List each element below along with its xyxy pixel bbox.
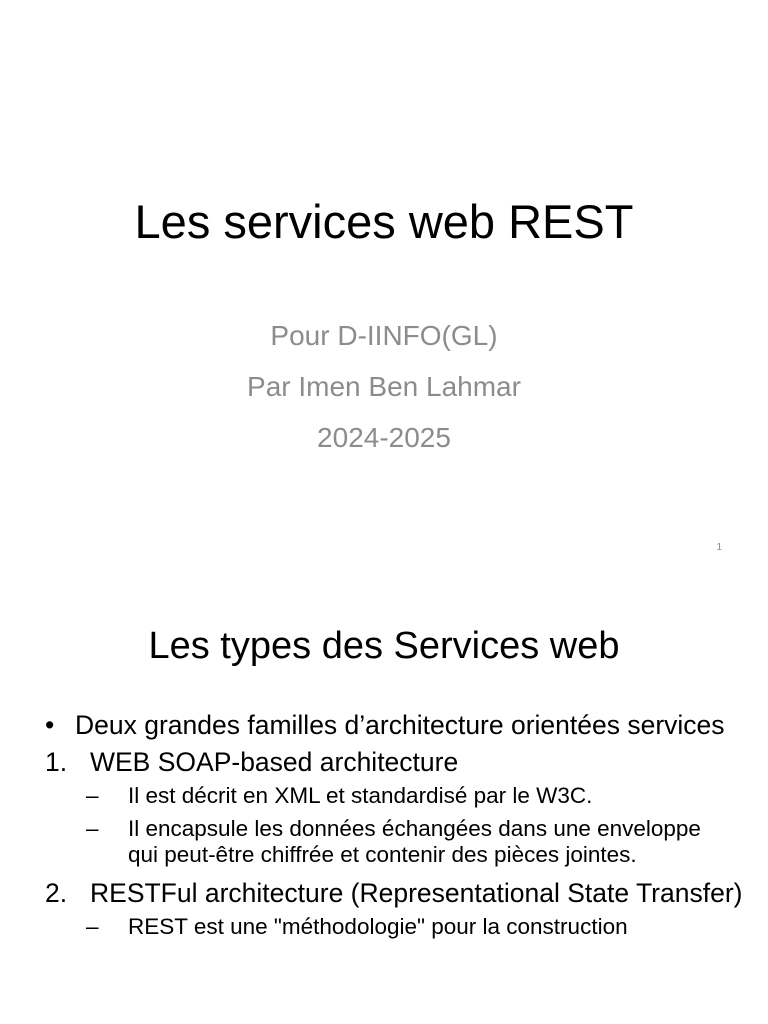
numbered-item-rest (0, 878, 768, 908)
bullet-intro (0, 710, 768, 740)
dash-marker: – (86, 816, 99, 841)
slide-2-title: Les types des Services web (148, 625, 620, 667)
bullet-marker: • (45, 710, 55, 740)
subtitle-year: 2024-2025 (317, 422, 451, 453)
numbered-item-soap (0, 747, 768, 777)
dash-marker: – (86, 783, 99, 808)
item-number: 2. (45, 878, 68, 908)
slide-1-title: Les services web REST (134, 195, 634, 248)
page-number: 1 (716, 542, 722, 553)
sub-item (0, 783, 768, 809)
slide-1-subtitle (0, 317, 768, 470)
item-number: 1. (45, 747, 68, 777)
dash-marker: – (86, 914, 99, 939)
sub-item-text: Il est décrit en XML et standardisé par le W3C. (128, 783, 593, 808)
subtitle-course: Pour D-IINFO(GL) (270, 320, 498, 351)
slide-2 (0, 576, 768, 1024)
sub-item-text: REST est une "méthodologie" pour la construction (128, 914, 628, 939)
item-label: WEB SOAP-based architecture (90, 747, 459, 777)
sub-item-text: Il encapsule les données échangées dans une enveloppe qui peut-être chiffrée et contenir des pièces jointes. (128, 816, 701, 867)
slide-2-content (0, 710, 768, 947)
bullet-intro-text: Deux grandes familles d’architecture orientées services (75, 710, 725, 740)
subtitle-author: Par Imen Ben Lahmar (247, 371, 521, 402)
sub-item (0, 914, 768, 940)
sub-item (0, 816, 768, 868)
item-label: RESTFul architecture (Representational State Transfer) (90, 878, 743, 908)
